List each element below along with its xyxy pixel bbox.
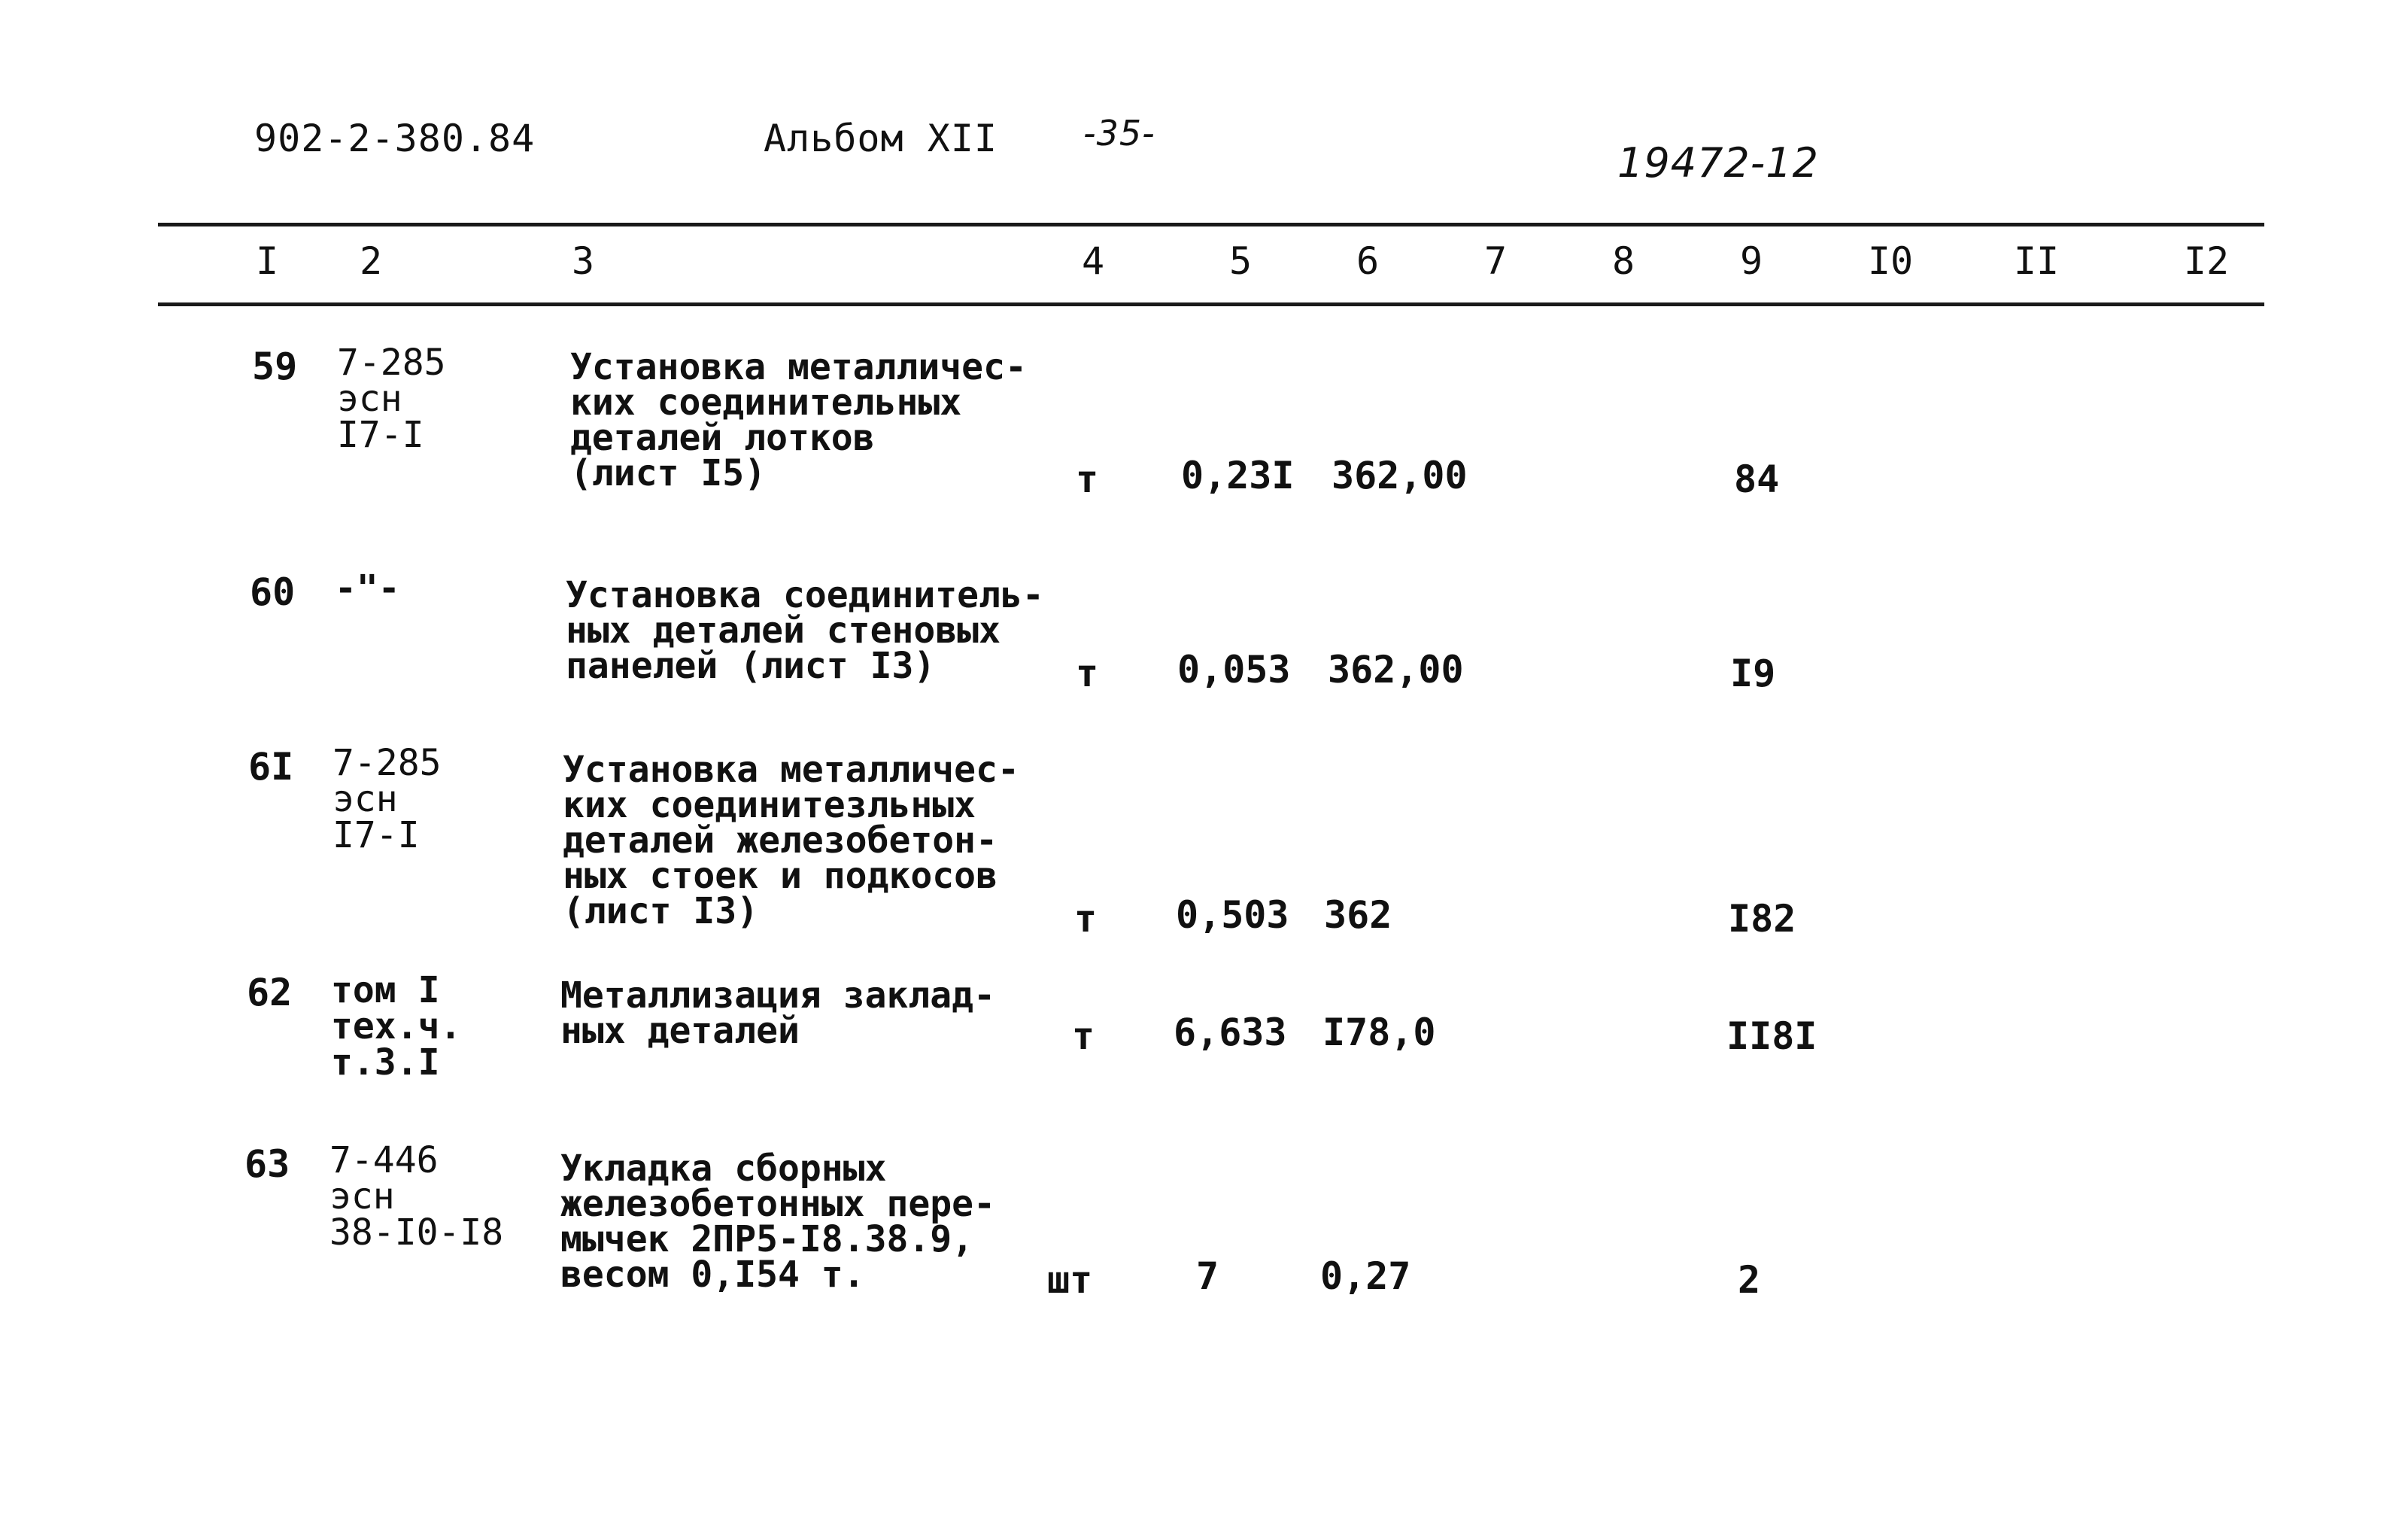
handwritten-number: 19472-12 [1617,139,1819,187]
row-number: 59 [252,345,298,388]
row-price: 362 [1324,893,1392,937]
album-label: Альбом XII [764,117,998,160]
row-unit: т [1072,1014,1095,1058]
row-description: Установка соединитель- ных деталей стеновых панелей (лист I3) [566,574,1044,687]
column-header: 3 [571,239,595,283]
row-number: 62 [247,971,293,1014]
column-header: 8 [1611,239,1635,283]
column-header: 5 [1228,239,1253,283]
row-price: 362,00 [1332,454,1468,497]
row-unit: т [1076,652,1099,695]
row-description: Укладка сборных железобетонных пере- мычек 2ПР5-I8.38.9, весом 0,I54 т. [560,1148,995,1296]
column-header: 7 [1483,239,1508,283]
row-unit: т [1074,897,1098,941]
row-quantity: 7 [1196,1254,1219,1298]
row-quantity: 0,053 [1177,648,1291,692]
row-price: I78,0 [1322,1011,1436,1054]
header-bottom-rule [158,302,2264,306]
column-header: 2 [359,239,383,283]
row-number: 6I [248,745,294,789]
row-total: 2 [1738,1258,1761,1302]
row-quantity: 0,23I [1181,454,1295,497]
row-number: 63 [244,1142,290,1186]
row-reference: 7-446 эсн 38-I0-I8 [329,1139,504,1254]
column-header: 9 [1739,239,1763,283]
header-top-rule [158,223,2264,226]
row-number: 60 [250,570,296,614]
column-header: I2 [2183,239,2230,283]
row-unit: шт [1047,1258,1093,1302]
column-header: II [2013,239,2060,283]
row-reference: -"- [335,567,400,609]
row-price: 362,00 [1328,648,1464,692]
document-code: 902-2-380.84 [254,117,536,160]
row-description: Металлизация заклад- ных деталей [560,974,995,1052]
row-unit: т [1076,457,1099,501]
column-header: 4 [1081,239,1105,283]
row-reference: том I тех.ч. т.3.I [331,969,462,1084]
row-quantity: 0,503 [1176,893,1289,937]
column-header: I [255,239,279,283]
row-total: 84 [1734,457,1780,501]
row-price: 0,27 [1320,1254,1411,1298]
row-total: I9 [1730,652,1776,695]
row-reference: 7-285 эсн I7-I [333,742,442,856]
row-reference: 7-285 эсн I7-I [337,342,446,456]
row-description: Установка металличес- ких соединительных деталей лотков (лист I5) [570,346,1027,494]
row-description: Установка металличес- ких соединитезльных деталей железобетон- ных стоек и подкосов (лист I3) [563,749,1019,932]
column-header: 6 [1356,239,1380,283]
row-total: I82 [1728,897,1796,941]
column-header: I0 [1867,239,1914,283]
page-number: -35- [1083,113,1155,154]
row-quantity: 6,633 [1174,1011,1287,1054]
row-total: II8I [1726,1014,1817,1058]
